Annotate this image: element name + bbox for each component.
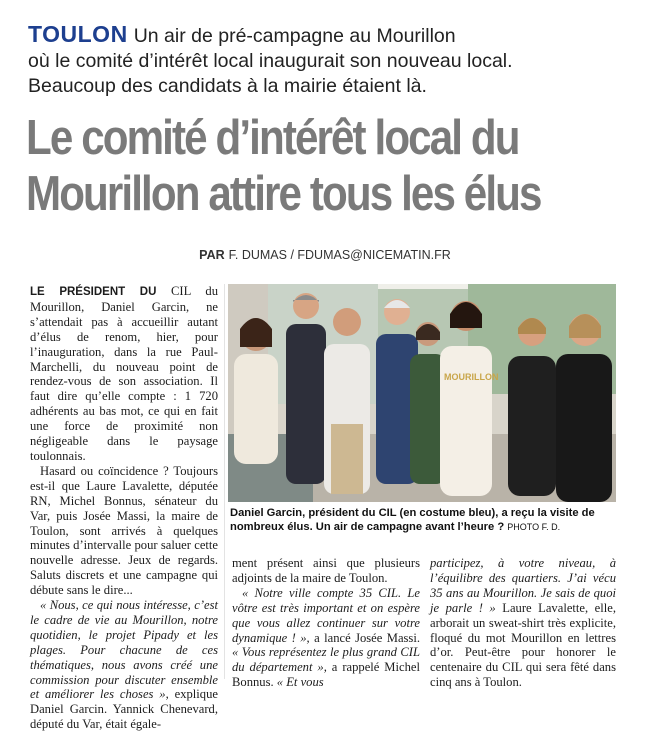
photo-caption (230, 506, 618, 534)
article-paragraph (430, 556, 616, 690)
article-paragraph (30, 284, 218, 464)
article-quote: « Nous, ce qui nous intéresse, c’est le cadre de vie au Mourillon, notre quotidien, le projet Pipady et les plages. Pour chacune de ces thématiques, nous avons créé une commission pour discuter ensemble et améliorer les choses », (30, 598, 218, 702)
kicker-line-3: Beaucoup des candidats à la mairie étaient là. (28, 75, 427, 97)
byline-par: PAR (199, 248, 225, 262)
article-text: CIL du Mourillon, Daniel Garcin, ne s’attendait pas à accueillir autant d’élus de renom, hier, pour l’inauguration, dans la rue Paul-Marchelli, du nouveau point de rendez-vous de son association. Il faut dire qu’elle compte : 1 720 adhérents au bas mot, ce qui en fait une force de proximité non négligeable dans le paysage toulonnais. (30, 284, 219, 463)
article-quote: « Vous représentez le plus grand CIL du département », (232, 645, 420, 675)
byline-author: F. DUMAS / FDUMAS@NICEMATIN.FR (228, 248, 451, 262)
group-photo (228, 284, 616, 502)
headline-line-1: Le comité d’intérêt local du (26, 111, 519, 165)
article-column-1 (30, 284, 218, 732)
article-text: Laure Lavalette, elle, arborait un sweat-shirt très explicite, floqué du mot Mourillon en lettres d’or. Peut-être pour honorer le centenaire du CIL qui sera fêté dans cinq ans à Toulon. (430, 600, 616, 690)
article-column-2 (232, 556, 420, 690)
kicker-line-1: Un air de pré-campagne au Mourillon (133, 25, 456, 47)
photo-credit: PHOTO F. D. (507, 522, 561, 532)
article-paragraph: ment présent ainsi que plusieurs adjoints de la maire de Toulon. (232, 556, 420, 585)
kicker-place: TOULON (28, 21, 128, 47)
headline (26, 110, 551, 222)
headline-line-2: Mourillon attire tous les élus (26, 167, 541, 221)
article-quote: « Notre ville compte 35 CIL. Le vôtre est très important et on espère que vous allez continuer sur votre dynamique ! », (232, 585, 420, 645)
caption-text: Daniel Garcin, président du CIL (en costume bleu), a reçu la visite de nombreux élus. Un air de campagne avant l’heure ? (230, 507, 595, 533)
sweatshirt-text: MOURILLON (444, 372, 499, 382)
byline (0, 248, 650, 262)
article-text: a rappelé Michel Bonnus. (232, 660, 420, 690)
article-paragraph (232, 586, 420, 690)
kicker (28, 22, 628, 99)
article-lead: LE PRÉSIDENT DU (30, 286, 157, 298)
article-paragraph (30, 598, 218, 732)
article-text: a lancé Josée Massi. (314, 630, 420, 645)
article-paragraph: Hasard ou coïncidence ? Toujours est-il que Laure Lavalette, députée RN, Michel Bonnus, sénateur du Var, puis Josée Massi, la maire de Toulon, sont arrivés à quelques minutes d’intervalle pour saluer cette nouvelle adresse. Jeux de regards. Saluts discrets et une campagne qui débute sans le dire... (30, 463, 218, 598)
column-divider (224, 284, 225, 679)
article-quote: participez, à votre niveau, à l’équilibre des quartiers. J’ai vécu 35 ans au Mourillon. Je sais de quoi je parle ! » (430, 556, 616, 615)
article-text: explique Daniel Garcin. Yannick Chenevard, député du Var, était égale- (30, 687, 218, 732)
kicker-line-2: où le comité d’intérêt local inaugurait son nouveau local. (28, 50, 513, 72)
article-column-3 (430, 556, 616, 690)
group-photo-illustration (228, 284, 616, 502)
article-quote: « Et vous (276, 675, 324, 690)
